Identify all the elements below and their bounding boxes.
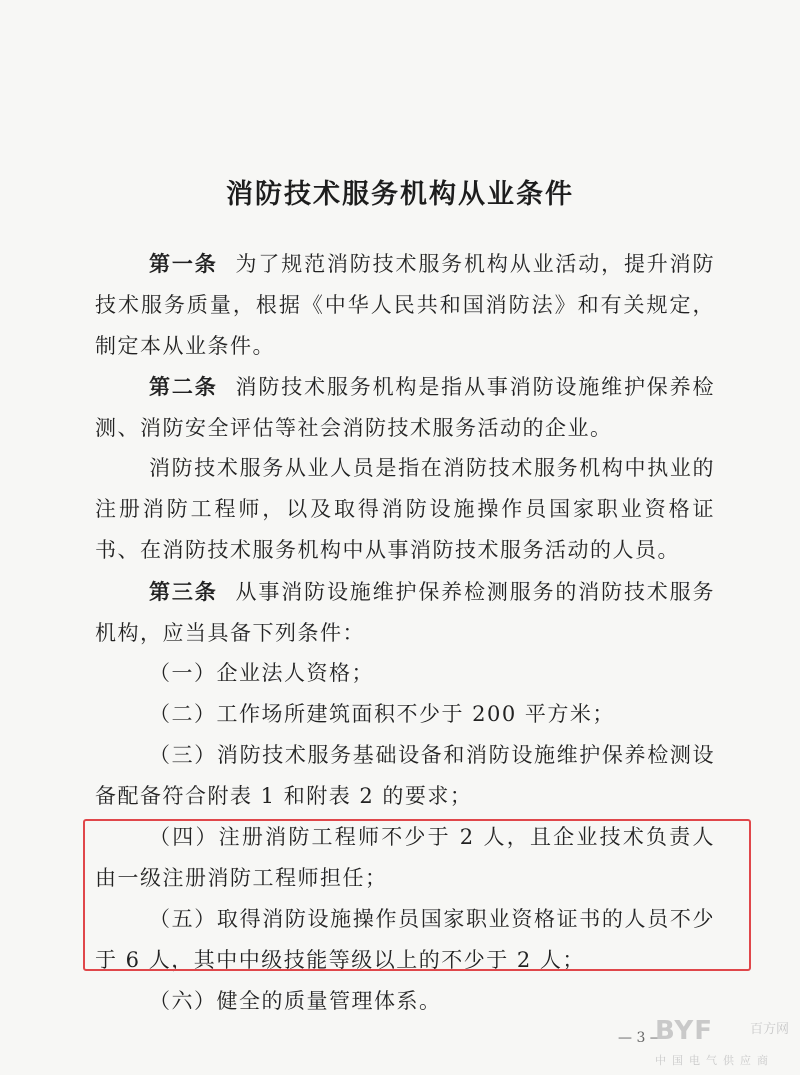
article-label: 第二条 xyxy=(149,374,218,399)
paragraph-article-3 xyxy=(95,571,715,654)
paragraph-text: 消防技术服务机构是指从事消防设施维护保养检测、消防安全评估等社会消防技术服务活动的企业。 xyxy=(95,375,716,440)
paragraph-text: （二）工作场所建筑面积不少于 200 平方米； xyxy=(149,702,615,726)
paragraph-text: 为了规范消防技术服务机构从业活动，提升消防技术服务质量，根据《中华人民共和国消防法》和有关规定，制定本从业条件。 xyxy=(95,252,716,358)
paragraph-definition xyxy=(95,448,715,571)
paragraph-text: （三）消防技术服务基础设备和消防设施维护保养检测设备配备符合附表 1 和附表 2 的要求； xyxy=(95,743,715,808)
paragraph-text: （四）注册消防工程师不少于 2 人，且企业技术负责人由一级注册消防工程师担任； xyxy=(95,825,715,890)
page-number: — 3 — xyxy=(618,1030,664,1046)
paragraph-text: 从事消防设施维护保养检测服务的消防技术服务机构，应当具备下列条件： xyxy=(95,580,716,645)
paragraph-text: 消防技术服务从业人员是指在消防技术服务机构中执业的注册消防工程师，以及取得消防设施操作员国家职业资格证书、在消防技术服务机构中从事消防技术服务活动的人员。 xyxy=(95,456,715,562)
paragraph-text: （五）取得消防设施操作员国家职业资格证书的人员不少于 6 人，其中中级技能等级以上的不少于 2 人； xyxy=(95,907,715,972)
condition-item-1 xyxy=(95,653,715,694)
watermark-cn: 百方网 xyxy=(750,1022,790,1037)
condition-item-6 xyxy=(95,981,715,1022)
watermark-logo: BYF xyxy=(655,1016,713,1046)
document-title: 消防技术服务机构从业条件 xyxy=(226,179,574,210)
article-label: 第三条 xyxy=(149,579,218,604)
watermark xyxy=(655,1012,795,1070)
paragraph-article-2 xyxy=(95,366,715,449)
condition-item-3 xyxy=(95,735,715,817)
condition-item-2 xyxy=(95,694,715,735)
paragraph-article-1 xyxy=(95,243,715,367)
watermark-subtitle: 中国电气供应商 xyxy=(655,1054,774,1067)
highlight-box xyxy=(83,819,751,971)
paragraph-text: （一）企业法人资格； xyxy=(149,661,374,685)
article-label: 第一条 xyxy=(149,251,218,276)
paragraph-text: （六）健全的质量管理体系。 xyxy=(149,989,442,1013)
